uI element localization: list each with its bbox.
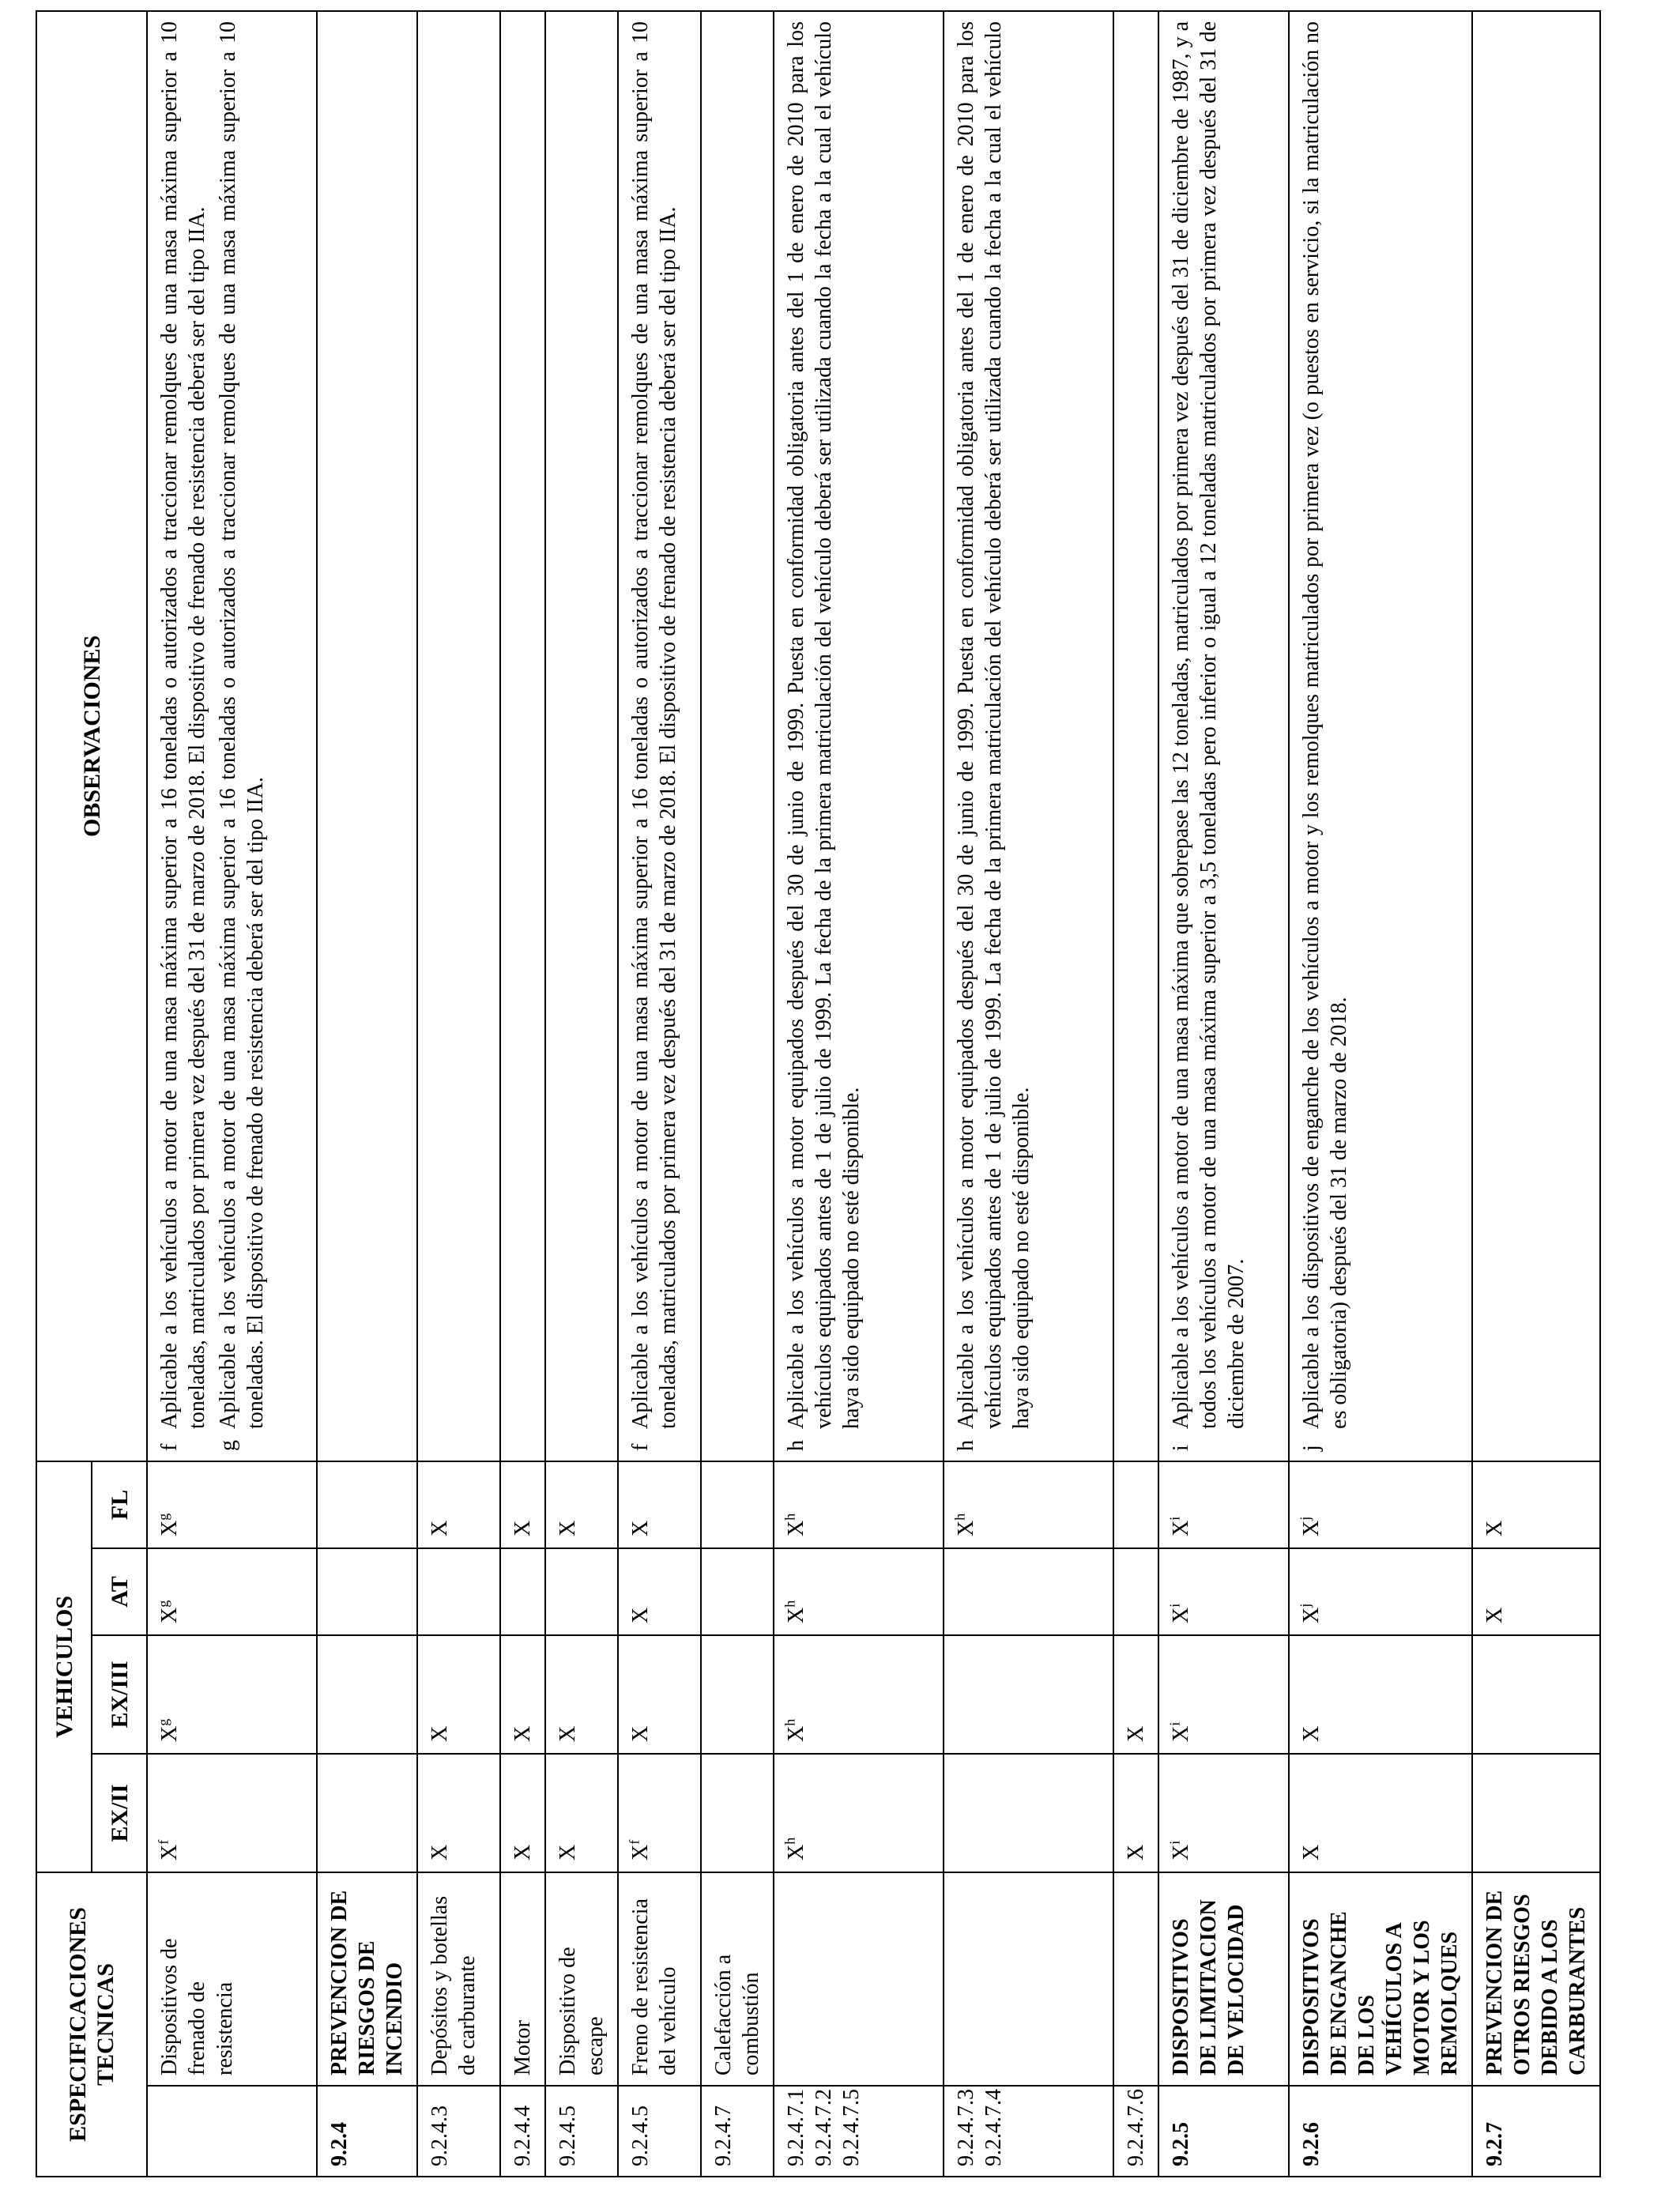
spec-title: [1113, 1872, 1158, 2086]
table-row: [1289, 11, 1472, 2177]
table-row: [618, 11, 701, 2177]
footnote-ref: h: [951, 1513, 968, 1521]
vehicle-mark-cell: [618, 1548, 701, 1635]
section-number-cell: [417, 2086, 500, 2177]
note-letter: i: [1169, 1445, 1193, 1451]
note-text: Aplicable a los vehículos a motor de una masa máxima superior a 16 toneladas o autorizados a traccionar remolques de una masa máxima superior a 10 toneladas, matriculados por primera vez después del 31 de marzo de 2018. El dispositivo de frenado de resistencia deberá ser del tipo IIA.: [628, 21, 680, 1429]
vehicle-mark-cell: [1289, 1754, 1472, 1872]
vehicle-mark: X: [157, 1844, 182, 1860]
vehicle-mark-cell: [417, 1461, 500, 1548]
section-number: 9.2.7: [1482, 2122, 1507, 2166]
vehicle-mark: X: [1124, 1844, 1148, 1860]
observation-cell: [944, 11, 1113, 1461]
vehicle-mark-cell: [1113, 1635, 1158, 1754]
rotated-page: [36, 12, 1590, 2177]
vehicle-mark: X: [1169, 1844, 1193, 1860]
vehicle-mark-cell: [1113, 1754, 1158, 1872]
vehicle-mark-cell: [545, 1548, 618, 1635]
vehicle-mark: X: [157, 1607, 182, 1623]
vehicle-mark-cell: [701, 1461, 774, 1548]
vehicle-mark: X: [157, 1520, 182, 1536]
observation-note: [952, 21, 1035, 1451]
vehicle-mark-cell: [1472, 1461, 1600, 1548]
vehicle-mark-cell: [944, 1635, 1113, 1754]
section-number: 9.2.4.7.5: [839, 2089, 864, 2166]
observation-cell: [500, 11, 545, 1461]
spec-title: PREVENCION DE RIESGOS DE INCENDIO: [317, 1872, 417, 2086]
section-number: 9.2.4.7.1: [784, 2089, 808, 2166]
note-letter: j: [1299, 1445, 1324, 1451]
vehicle-mark-cell: [545, 1754, 618, 1872]
table-row: [147, 11, 317, 2177]
vehicle-mark-cell: [1113, 1461, 1158, 1548]
table-row: [500, 11, 545, 2177]
header-specs: ESPECIFICACIONES TECNICAS: [36, 1872, 147, 2177]
vehicle-mark: X: [1482, 1520, 1507, 1536]
vehicle-mark-cell: [774, 1548, 944, 1635]
vehicle-mark: X: [428, 1520, 452, 1536]
footnote-ref: g: [155, 1718, 171, 1726]
spec-title: Dispositivo de escape: [545, 1872, 618, 2086]
section-number-cell: [701, 2086, 774, 2177]
section-number: 9.2.4.7.6: [1124, 2089, 1148, 2166]
vehicle-mark: X: [628, 1844, 653, 1860]
vehicle-mark-cell: [417, 1754, 500, 1872]
vehicle-mark-cell: [618, 1461, 701, 1548]
vehicle-mark: X: [556, 1520, 580, 1536]
vehicle-mark: X: [1299, 1607, 1324, 1623]
vehicle-mark-cell: [1472, 1754, 1600, 1872]
table-row: [1472, 11, 1600, 2177]
vehicle-mark: X: [1299, 1520, 1324, 1536]
table-row: [944, 11, 1113, 2177]
vehicle-mark-cell: [1472, 1548, 1600, 1635]
observation-cell: [1289, 11, 1472, 1461]
section-number-cell: [1158, 2086, 1289, 2177]
section-number: 9.2.4.5: [556, 2105, 580, 2166]
section-number-cell: [1113, 2086, 1158, 2177]
vehicle-mark-cell: [545, 1461, 618, 1548]
vehicle-mark: X: [510, 1725, 535, 1742]
vehicle-spec-table: [36, 10, 1601, 2177]
observation-note: [1167, 21, 1250, 1451]
spec-title: PREVENCION DE OTROS RIESGOS DEBIDO A LOS CARBURANTES: [1472, 1872, 1600, 2086]
section-number: 9.2.4.7.4: [981, 2089, 1006, 2166]
vehicle-mark-cell: [944, 1548, 1113, 1635]
header-col-ex3: EX/III: [92, 1635, 147, 1754]
vehicle-mark-cell: [701, 1635, 774, 1754]
vehicle-mark: X: [954, 1520, 978, 1536]
table-row: [774, 11, 944, 2177]
footnote-ref: j: [1297, 1516, 1313, 1521]
vehicle-mark: X: [784, 1844, 808, 1860]
vehicle-mark-cell: [1158, 1548, 1289, 1635]
vehicle-mark: X: [428, 1844, 452, 1860]
header-col-at: AT: [92, 1548, 147, 1635]
spec-title: DISPOSITIVOS DE LIMITACION DE VELOCIDAD: [1158, 1872, 1289, 2086]
vehicle-mark: X: [1299, 1725, 1324, 1742]
header-observations: OBSERVACIONES: [36, 11, 147, 1461]
vehicle-mark: X: [1482, 1607, 1507, 1623]
vehicle-mark: X: [157, 1725, 182, 1742]
vehicle-mark-cell: [500, 1548, 545, 1635]
observation-note: [627, 21, 682, 1451]
section-number-cell: [618, 2086, 701, 2177]
vehicle-mark-cell: [147, 1461, 317, 1548]
observation-cell: [1113, 11, 1158, 1461]
note-letter: h: [954, 1439, 978, 1451]
section-number: 9.2.4.5: [628, 2105, 653, 2166]
observation-cell: [545, 11, 618, 1461]
vehicle-mark: X: [784, 1607, 808, 1623]
observation-cell: [1472, 11, 1600, 1461]
footnote-ref: i: [1166, 1603, 1183, 1608]
table-row: [317, 11, 417, 2177]
section-number: 9.2.4.7.2: [812, 2089, 836, 2166]
header-vehicles: VEHICULOS: [36, 1461, 92, 1872]
footnote-ref: h: [782, 1837, 798, 1845]
section-number: 9.2.4: [327, 2122, 352, 2166]
section-number-cell: [1472, 2086, 1600, 2177]
table-row: [545, 11, 618, 2177]
observation-cell: [774, 11, 944, 1461]
vehicle-mark-cell: [147, 1635, 317, 1754]
vehicle-mark-cell: [701, 1754, 774, 1872]
vehicle-mark: X: [556, 1844, 580, 1860]
section-number: 9.2.4.3: [428, 2105, 452, 2166]
observation-cell: [1158, 11, 1289, 1461]
vehicle-mark-cell: [317, 1754, 417, 1872]
spec-title: [774, 1872, 944, 2086]
vehicle-mark-cell: [774, 1461, 944, 1548]
observation-note: [782, 21, 865, 1451]
vehicle-mark-cell: [1472, 1635, 1600, 1754]
section-number: 9.2.4.4: [510, 2105, 535, 2166]
spec-title: [944, 1872, 1113, 2086]
vehicle-mark-cell: [500, 1461, 545, 1548]
table-row: [701, 11, 774, 2177]
header-col-ex2: EX/II: [92, 1754, 147, 1872]
vehicle-mark: X: [628, 1725, 653, 1742]
observation-note: [214, 21, 269, 1451]
footnote-ref: i: [1166, 1516, 1183, 1521]
vehicle-mark-cell: [774, 1754, 944, 1872]
section-number: 9.2.6: [1299, 2122, 1324, 2166]
spec-title: Dispositivos de frenado de resistencia: [147, 1872, 317, 2086]
note-text: Aplicable a los vehículos a motor de una masa máxima superior a 16 toneladas o autorizados a traccionar remolques de una masa máxima superior a 10 toneladas, matriculados por primera vez después del 31 de marzo de 2018. El dispositivo de frenado de resistencia deberá ser del tipo IIA.: [157, 21, 209, 1429]
observation-cell: [417, 11, 500, 1461]
section-number-cell: [944, 2086, 1113, 2177]
note-text: Aplicable a los dispositivos de enganche de los vehículos a motor y los remolques matriculados por primera vez (o puestos en servicio, si la matriculación no es obligatoria) después del 31 de marzo de 2018.: [1299, 21, 1351, 1429]
observation-cell: [147, 11, 317, 1461]
observation-cell: [317, 11, 417, 1461]
vehicle-mark: X: [1169, 1520, 1193, 1536]
spec-title: Motor: [500, 1872, 545, 2086]
vehicle-mark: X: [1124, 1725, 1148, 1742]
vehicle-mark-cell: [500, 1754, 545, 1872]
vehicle-mark-cell: [1158, 1461, 1289, 1548]
vehicle-mark-cell: [618, 1754, 701, 1872]
spec-title: Calefacción a combustión: [701, 1872, 774, 2086]
note-text: Aplicable a los vehículos a motor de una masa máxima superior a 16 toneladas o autorizados a traccionar remolques de una masa máxima superior a 10 toneladas. El dispositivo de frenado de resistencia deberá ser del tipo IIA.: [216, 21, 268, 1429]
vehicle-mark-cell: [1158, 1635, 1289, 1754]
vehicle-mark: X: [1169, 1607, 1193, 1623]
vehicle-mark-cell: [317, 1548, 417, 1635]
vehicle-mark: X: [784, 1520, 808, 1536]
vehicle-mark: X: [1169, 1725, 1193, 1742]
section-number-cell: [774, 2086, 944, 2177]
vehicle-mark-cell: [944, 1461, 1113, 1548]
spec-title: Freno de resistencia del vehículo: [618, 1872, 701, 2086]
footnote-ref: g: [155, 1600, 171, 1608]
note-text: Aplicable a los vehículos a motor equipados después del 30 de junio de 1999. Puesta en conformidad obligatoria antes del 1 de enero de 2010 para los vehículos equipados antes de 1 de julio de 1999. La fecha de la primera matriculación del vehículo deberá ser utilizada cuando la fecha a la cual el vehículo haya sido equipado no esté disponible.: [954, 21, 1034, 1429]
vehicle-mark-cell: [500, 1635, 545, 1754]
section-number: 9.2.4.7.3: [954, 2089, 978, 2166]
vehicle-mark-cell: [317, 1461, 417, 1548]
section-number: 9.2.5: [1169, 2122, 1193, 2166]
vehicle-mark-cell: [1289, 1548, 1472, 1635]
observation-cell: [618, 11, 701, 1461]
footnote-ref: h: [782, 1718, 798, 1726]
vehicle-mark: X: [628, 1520, 653, 1536]
footnote-ref: f: [155, 1839, 171, 1845]
footnote-ref: g: [155, 1513, 171, 1521]
footnote-ref: h: [782, 1600, 798, 1608]
observation-note: [1298, 21, 1353, 1451]
section-number-cell: [147, 2086, 317, 2177]
note-text: Aplicable a los vehículos a motor de una masa máxima que sobrepase las 12 toneladas, matriculados por primera vez después del 31 de diciembre de 1987, y a todos los vehículos a motor de una masa máxima superior a 3,5 toneladas pero inferior o igual a 12 toneladas matriculados por primera vez después del 31 de diciembre de 2007.: [1169, 21, 1249, 1429]
spec-title: Depósitos y botellas de carburante: [417, 1872, 500, 2086]
note-letter: g: [216, 1439, 240, 1451]
table-body: [147, 11, 1600, 2177]
vehicle-mark: X: [510, 1520, 535, 1536]
vehicle-mark-cell: [618, 1635, 701, 1754]
note-letter: f: [628, 1443, 653, 1451]
vehicle-mark-cell: [417, 1635, 500, 1754]
spec-title: DISPOSITIVOS DE ENGANCHE DE LOS VEHÍCULOS A MOTOR Y LOS REMOLQUES: [1289, 1872, 1472, 2086]
note-letter: f: [157, 1443, 182, 1451]
vehicle-mark-cell: [944, 1754, 1113, 1872]
vehicle-mark-cell: [417, 1548, 500, 1635]
section-number-cell: [1289, 2086, 1472, 2177]
section-number-cell: [500, 2086, 545, 2177]
note-text: Aplicable a los vehículos a motor equipados después del 30 de junio de 1999. Puesta en conformidad obligatoria antes del 1 de enero de 2010 para los vehículos equipados antes de 1 de julio de 1999. La fecha de la primera matriculación del vehículo deberá ser utilizada cuando la fecha a la cual el vehículo haya sido equipado no esté disponible.: [784, 21, 864, 1429]
vehicle-mark: X: [428, 1725, 452, 1742]
vehicle-mark-cell: [317, 1635, 417, 1754]
vehicle-mark-cell: [774, 1635, 944, 1754]
vehicle-mark-cell: [147, 1754, 317, 1872]
header-col-fl: FL: [92, 1461, 147, 1548]
table-row: [417, 11, 500, 2177]
section-number: 9.2.4.7: [711, 2105, 736, 2166]
vehicle-mark: X: [510, 1844, 535, 1860]
section-number-cell: [545, 2086, 618, 2177]
table-row: [1113, 11, 1158, 2177]
observation-cell: [701, 11, 774, 1461]
vehicle-mark-cell: [1158, 1754, 1289, 1872]
footnote-ref: j: [1297, 1603, 1313, 1608]
vehicle-mark-cell: [1289, 1635, 1472, 1754]
footnote-ref: i: [1166, 1721, 1183, 1726]
table-row: [1158, 11, 1289, 2177]
vehicle-mark: X: [628, 1607, 653, 1623]
vehicle-mark: X: [784, 1725, 808, 1742]
footnote-ref: h: [782, 1513, 798, 1521]
note-letter: h: [784, 1439, 808, 1451]
vehicle-mark-cell: [147, 1548, 317, 1635]
vehicle-mark-cell: [1289, 1461, 1472, 1548]
footnote-ref: f: [626, 1839, 642, 1845]
footnote-ref: i: [1166, 1840, 1183, 1845]
vehicle-mark-cell: [701, 1548, 774, 1635]
section-number-cell: [317, 2086, 417, 2177]
vehicle-mark-cell: [545, 1635, 618, 1754]
observation-note: [156, 21, 211, 1451]
vehicle-mark: X: [1299, 1844, 1324, 1860]
vehicle-mark-cell: [1113, 1548, 1158, 1635]
vehicle-mark: X: [556, 1725, 580, 1742]
